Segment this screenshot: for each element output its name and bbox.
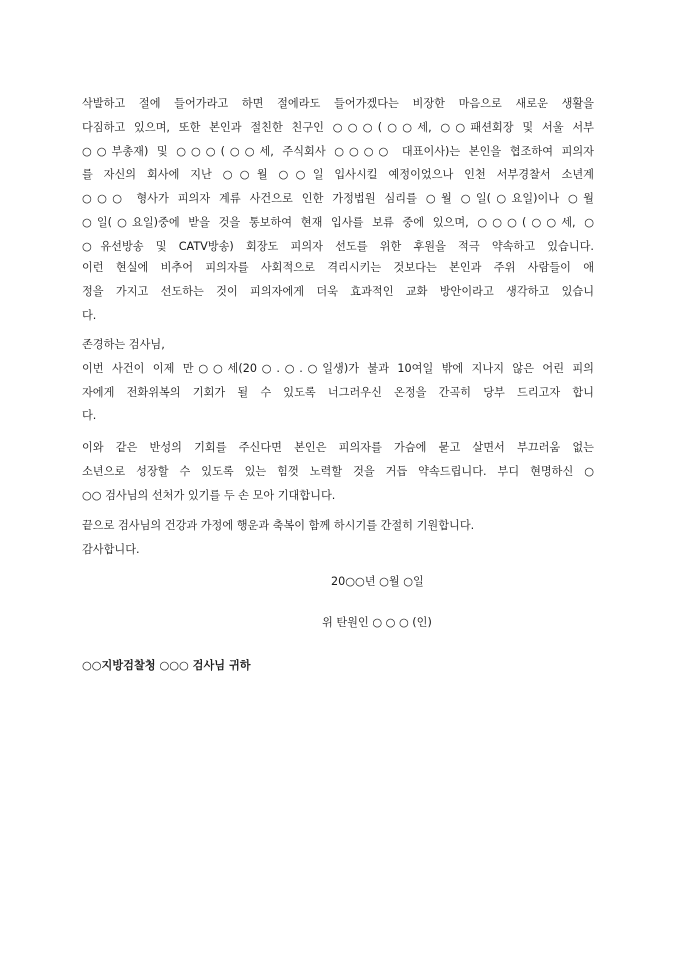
salutation: 존경하는 검사님, — [82, 338, 165, 351]
text-line: 이번 사건이 이제 만○○세(20○.○.○일생)가 불과 10여일 밖에 지나지 않은 어린 피의 — [82, 361, 594, 375]
petitioner-signature-line: 위 탄원인 ○ ○ ○ (인) — [322, 616, 432, 629]
text-line: 정을 가지고 선도하는 것이 피의자에게 더욱 효과적인 교화 방안이라고 생각하고 있습니 — [82, 284, 594, 298]
text-line: ○○○ 형사가 피의자 계류 사건으로 인한 가정법원 심리를 ○월 ○일(○요일)이나 ○월 — [82, 192, 594, 206]
text-line: 이런 현실에 비추어 피의자를 사회적으로 격리시키는 것보다는 본인과 주위 사람들이 애 — [82, 261, 594, 274]
text-line: 삭발하고 절에 들어가라고 하면 절에라도 들어가겠다는 비장한 마음으로 새로운 생활을 — [82, 97, 594, 110]
date-line: 20○○년 ○월 ○일 — [331, 575, 424, 588]
text-line: 소년으로 성장할 수 있도록 있는 힘껏 노력할 것을 거듭 약속드립니다. 부디 현명하신 ○ — [82, 464, 594, 478]
text-line: 이와 같은 반성의 기회를 주신다면 본인은 피의자를 가슴에 묻고 살면서 부끄러움 없는 — [82, 441, 594, 454]
paragraph-guidance — [82, 256, 594, 327]
text-line: ○○ 검사님의 선처가 있기를 두 손 모아 기대합니다. — [82, 488, 336, 502]
text-line: 감사합니다. — [82, 542, 140, 556]
text-line: 다. — [82, 409, 97, 423]
text-line: 자에게 전화위복의 기회가 될 수 있도록 너그러우신 온정을 간곡히 당부 드리고자 합니 — [82, 385, 594, 399]
paragraph-promise — [82, 436, 594, 507]
text-line: 다짐하고 있으며, 또한 본인과 절친한 친구인 ○○○(○○세, ○○패션회장 및 서울 서부 — [82, 120, 594, 134]
text-line: 를 자신의 회사에 지난 ○○월 ○○일 입사시킬 예정이었으나 인천 서부경찰서 소년계 — [82, 168, 594, 182]
paragraph-closing — [82, 514, 594, 562]
text-line: 다. — [82, 308, 97, 322]
text-line: 끝으로 검사님의 건강과 가정에 행운과 축복이 함께 하시기를 간절히 기원합니다. — [82, 519, 475, 532]
addressee-line: ○○지방검찰청 ○○○ 검사님 귀하 — [82, 659, 251, 672]
text-line: ○유선방송 및 CATV방송) 회장도 피의자 선도를 위한 후원을 적극 약속하고 있습니다. — [82, 239, 594, 253]
text-line: ○일(○요일)중에 받을 것을 통보하여 현재 입사를 보류 중에 있으며, ○○○(○○세, ○ — [82, 215, 594, 229]
paragraph-commitment — [82, 92, 594, 259]
paragraph-request — [82, 333, 594, 428]
text-line: ○○부총재) 및 ○○○(○○세, 주식회사 ○○○○ 대표이사)는 본인을 협조하여 피의자 — [82, 144, 594, 158]
